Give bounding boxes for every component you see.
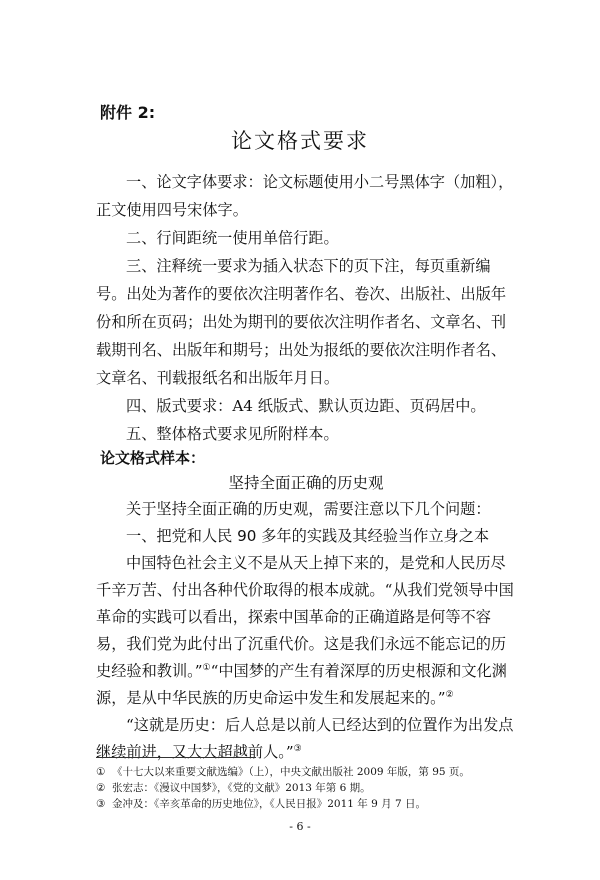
footnote (96, 796, 526, 812)
footnote-text: 张宏志：《漫议中国梦》，《党的文献》2013 年第 6 期。 (112, 782, 371, 794)
footnote-ref: ① (202, 662, 211, 673)
requirement-item: 一、论文字体要求：论文标题使用小二号黑体字（加粗），正文使用四号宋体字。 (96, 173, 514, 219)
footnote-number: ③ (96, 798, 106, 810)
sample-title: 坚持全面正确的历史观 (228, 474, 384, 492)
requirement-item: 二、行间距统一使用单倍行距。 (126, 229, 339, 247)
footnote-number: ① (96, 766, 106, 778)
attachment-label: 附件 2: (100, 103, 156, 122)
footnotes (96, 764, 526, 812)
footnote-divider (96, 757, 256, 758)
footnote-ref: ③ (293, 743, 302, 754)
footnote-number: ② (96, 782, 106, 794)
paragraph-text: 中国特色社会主义不是从天上掉下来的，是党和人民历尽千辛万苦、付出各种代价取得的根本成就。“从我们党领导中国革命的实践可以看出，探索中国革命的正确道路是何等不容易，我们党为此付出了沉重代价。这是我们永远不能忘记的历史经验和教训。” (96, 554, 514, 680)
sample-intro: 关于坚持全面正确的历史观，需要注意以下几个问题： (126, 500, 491, 518)
paragraph-text: “中国梦的产生有着深厚的历史根源和文化渊源，是从中华民族的历史命运中发生和发展起来的。” (96, 662, 507, 707)
requirement-item: 三、注释统一要求为插入状态下的页下注，每页重新编号。出处为著作的要依次注明著作名、卷次、出版社、出版年份和所在页码；出处为期刊的要依次注明作者名、文章名、刊载期刊名、出版年和期号；出处为报纸的要依次注明作者名、文章名、刊载报纸名和出版年月日。 (96, 257, 507, 387)
footnote-ref: ② (445, 689, 454, 700)
footnote-text: 金冲及：《辛亥革命的历史地位》，《人民日报》2011 年 9 月 7 日。 (112, 798, 427, 810)
footnote-text: 《十七大以来重要文献选编》（上），中央文献出版社 2009 年版，第 95 页。 (112, 766, 470, 778)
requirement-item: 五、整体格式要求见所附样本。 (126, 425, 339, 443)
sample-label: 论文格式样本： (100, 449, 206, 467)
document-title: 论文格式要求 (231, 129, 369, 153)
requirement-item: 四、版式要求：A4 纸版式、默认页边距、页码居中。 (126, 397, 486, 415)
page-number: - 6 - (289, 820, 311, 833)
sample-section (96, 470, 516, 766)
sample-paragraph (96, 550, 516, 712)
footnote (96, 764, 526, 780)
requirements-section (96, 168, 516, 448)
footnote (96, 780, 526, 796)
paragraph-text: “这就是历史：后人总是以前人已经达到的位置作为出发点继续前进，又大大超越前人。” (96, 716, 514, 761)
sample-heading: 一、把党和人民 90 多年的实践及其经验当作立身之本 (126, 527, 490, 545)
